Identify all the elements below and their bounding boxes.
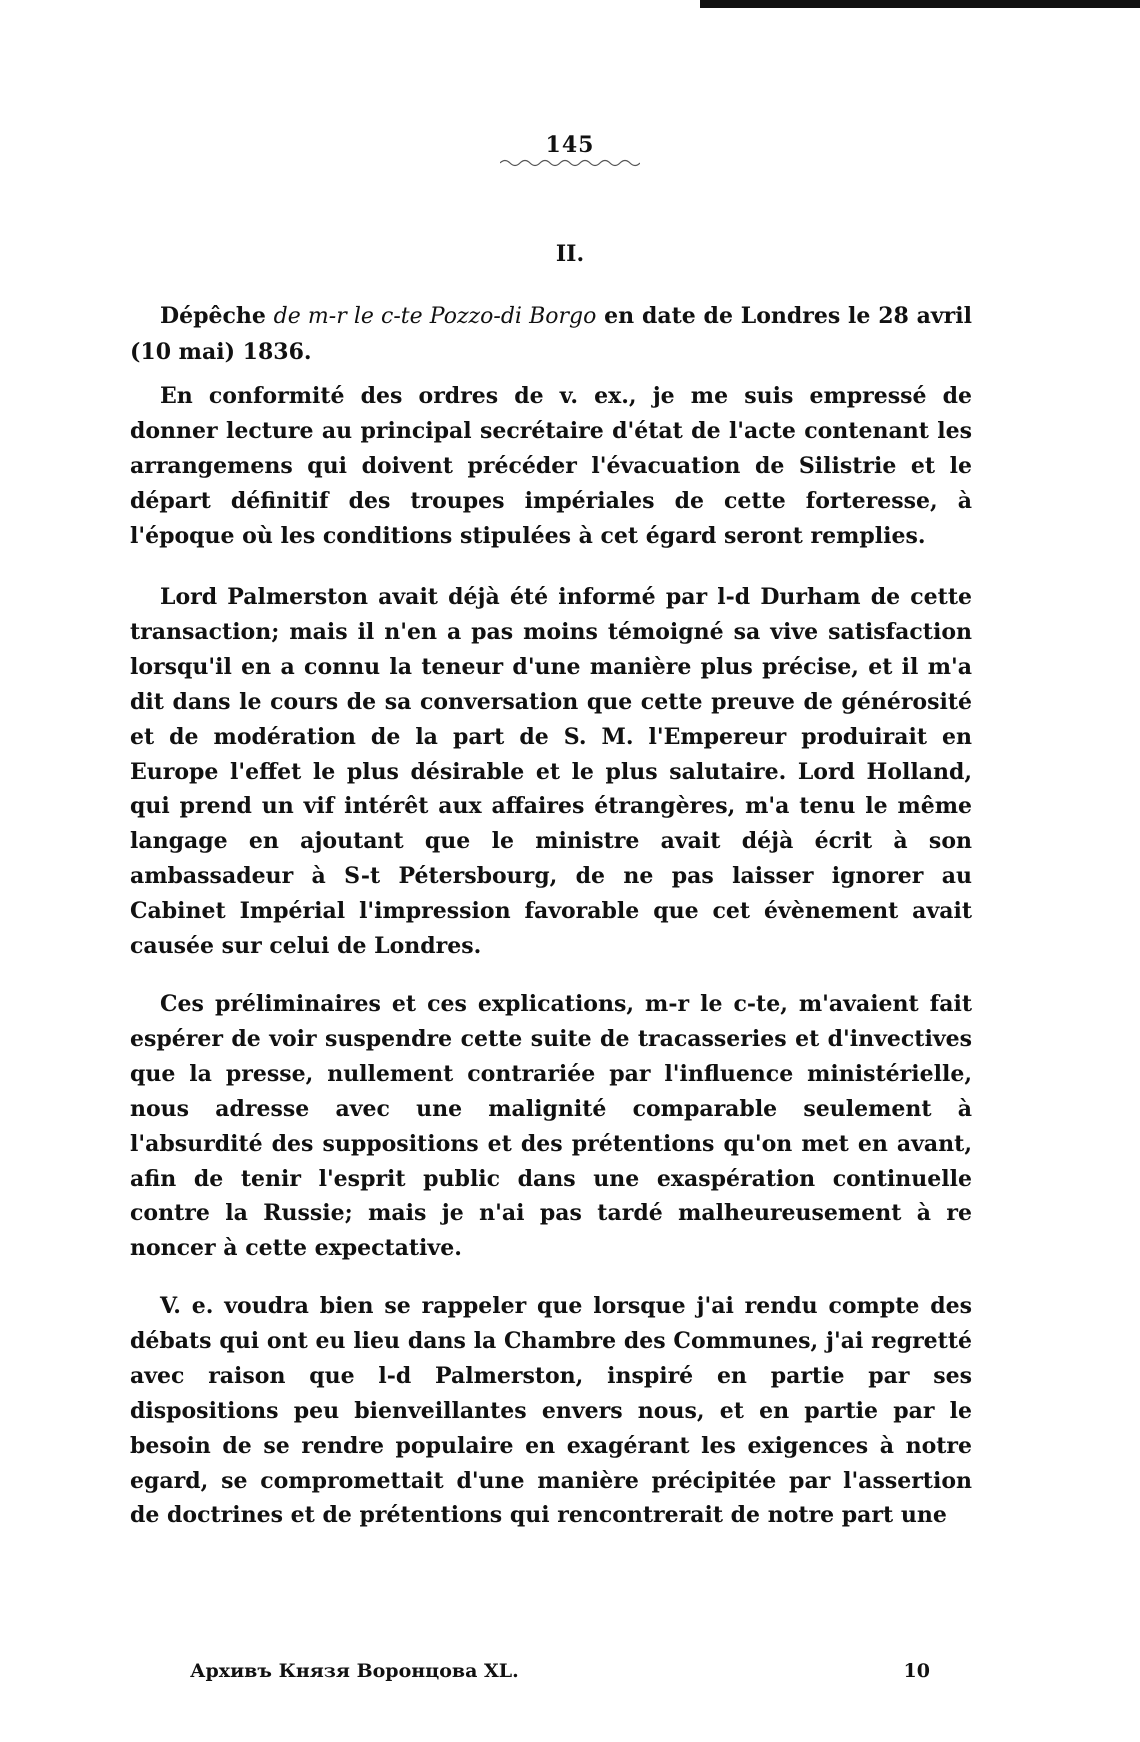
page-footer: [190, 1660, 930, 1682]
paragraph-1: [130, 379, 972, 554]
paragraph-text: V. e. voudra bien se rappeler que lorsque j'ai rendu compte des débats qui ont eu lieu dans la Chambre des Communes, j'ai regretté avec raison que l-d Palmerston, inspiré en partie par ses dispositions peu bienveillantes envers nous, et en partie par le besoin de se rendre populaire en exagérant les exigences à notre egard, se compromettait d'une manière précipitée par l'assertion de doctrines et de prétentions qui rencontrerait de notre part une: [130, 1293, 972, 1529]
paragraph-2: [130, 580, 972, 964]
paragraph-3: [130, 987, 972, 1266]
ornament-icon: [500, 158, 640, 168]
signature-mark: 10: [903, 1660, 930, 1682]
heading-prefix: Dépêche: [160, 303, 266, 329]
heading-date: en date de Londres le 28 avril (10 mai) 1836.: [130, 303, 972, 365]
top-edge-rule: [700, 0, 1140, 8]
paragraph-text: Lord Palmerston avait déjà été informé par l-d Durham de cette transaction; mais il n'en a pas moins témoigné sa vive satisfaction lorsqu'il en a connu la teneur d'une manière plus précise, et il m'a dit dans le cours de sa conversation que cette preuve de générosité et de modération de la part de S. M. l'Empereur produirait en Europe l'effet le plus désirable et le plus salutaire. Lord Holland, qui prend un vif intérêt aux affaires étrangères, m'a tenu le même langage en ajoutant que le ministre avait déjà écrit à son ambassadeur à S-t Pétersbourg, de ne pas laisser ignorer au Cabinet Impérial l'impression favorable que cet évènement avait causée sur celui de Londres.: [130, 584, 972, 960]
paragraph-4: [130, 1289, 972, 1533]
heading-author: de m-r le c-te Pozzo-di Borgo: [273, 304, 597, 329]
page-number: 145: [545, 132, 595, 158]
section-numeral: II.: [555, 241, 585, 267]
archive-title: Архивъ Князя Воронцова XL.: [190, 1660, 519, 1682]
paragraph-text: Ces préliminaires et ces explications, m-r le c-te, m'avaient fait espérer de voir suspendre cette suite de tracasseries et d'invectives que la presse, nullement contrariée par l'influence ministérielle, nous adresse avec une malignité comparable seulement à l'absurdité des suppositions et des prétentions qu'on met en avant, afin de tenir l'esprit public dans une exaspération continuelle contre la Russie; mais je n'ai pas tardé malheureusement à re noncer à cette expectative.: [130, 991, 972, 1262]
paragraph-text: En conformité des ordres de v. ex., je me suis empressé de donner lecture au principal secrétaire d'état de l'acte contenant les arrangemens qui doivent précéder l'évacuation de Silistrie et le départ définitif des troupes impériales de cette forteresse, à l'époque où les conditions stipulées à cet égard seront remplies.: [130, 383, 972, 549]
document-heading: [130, 299, 972, 370]
